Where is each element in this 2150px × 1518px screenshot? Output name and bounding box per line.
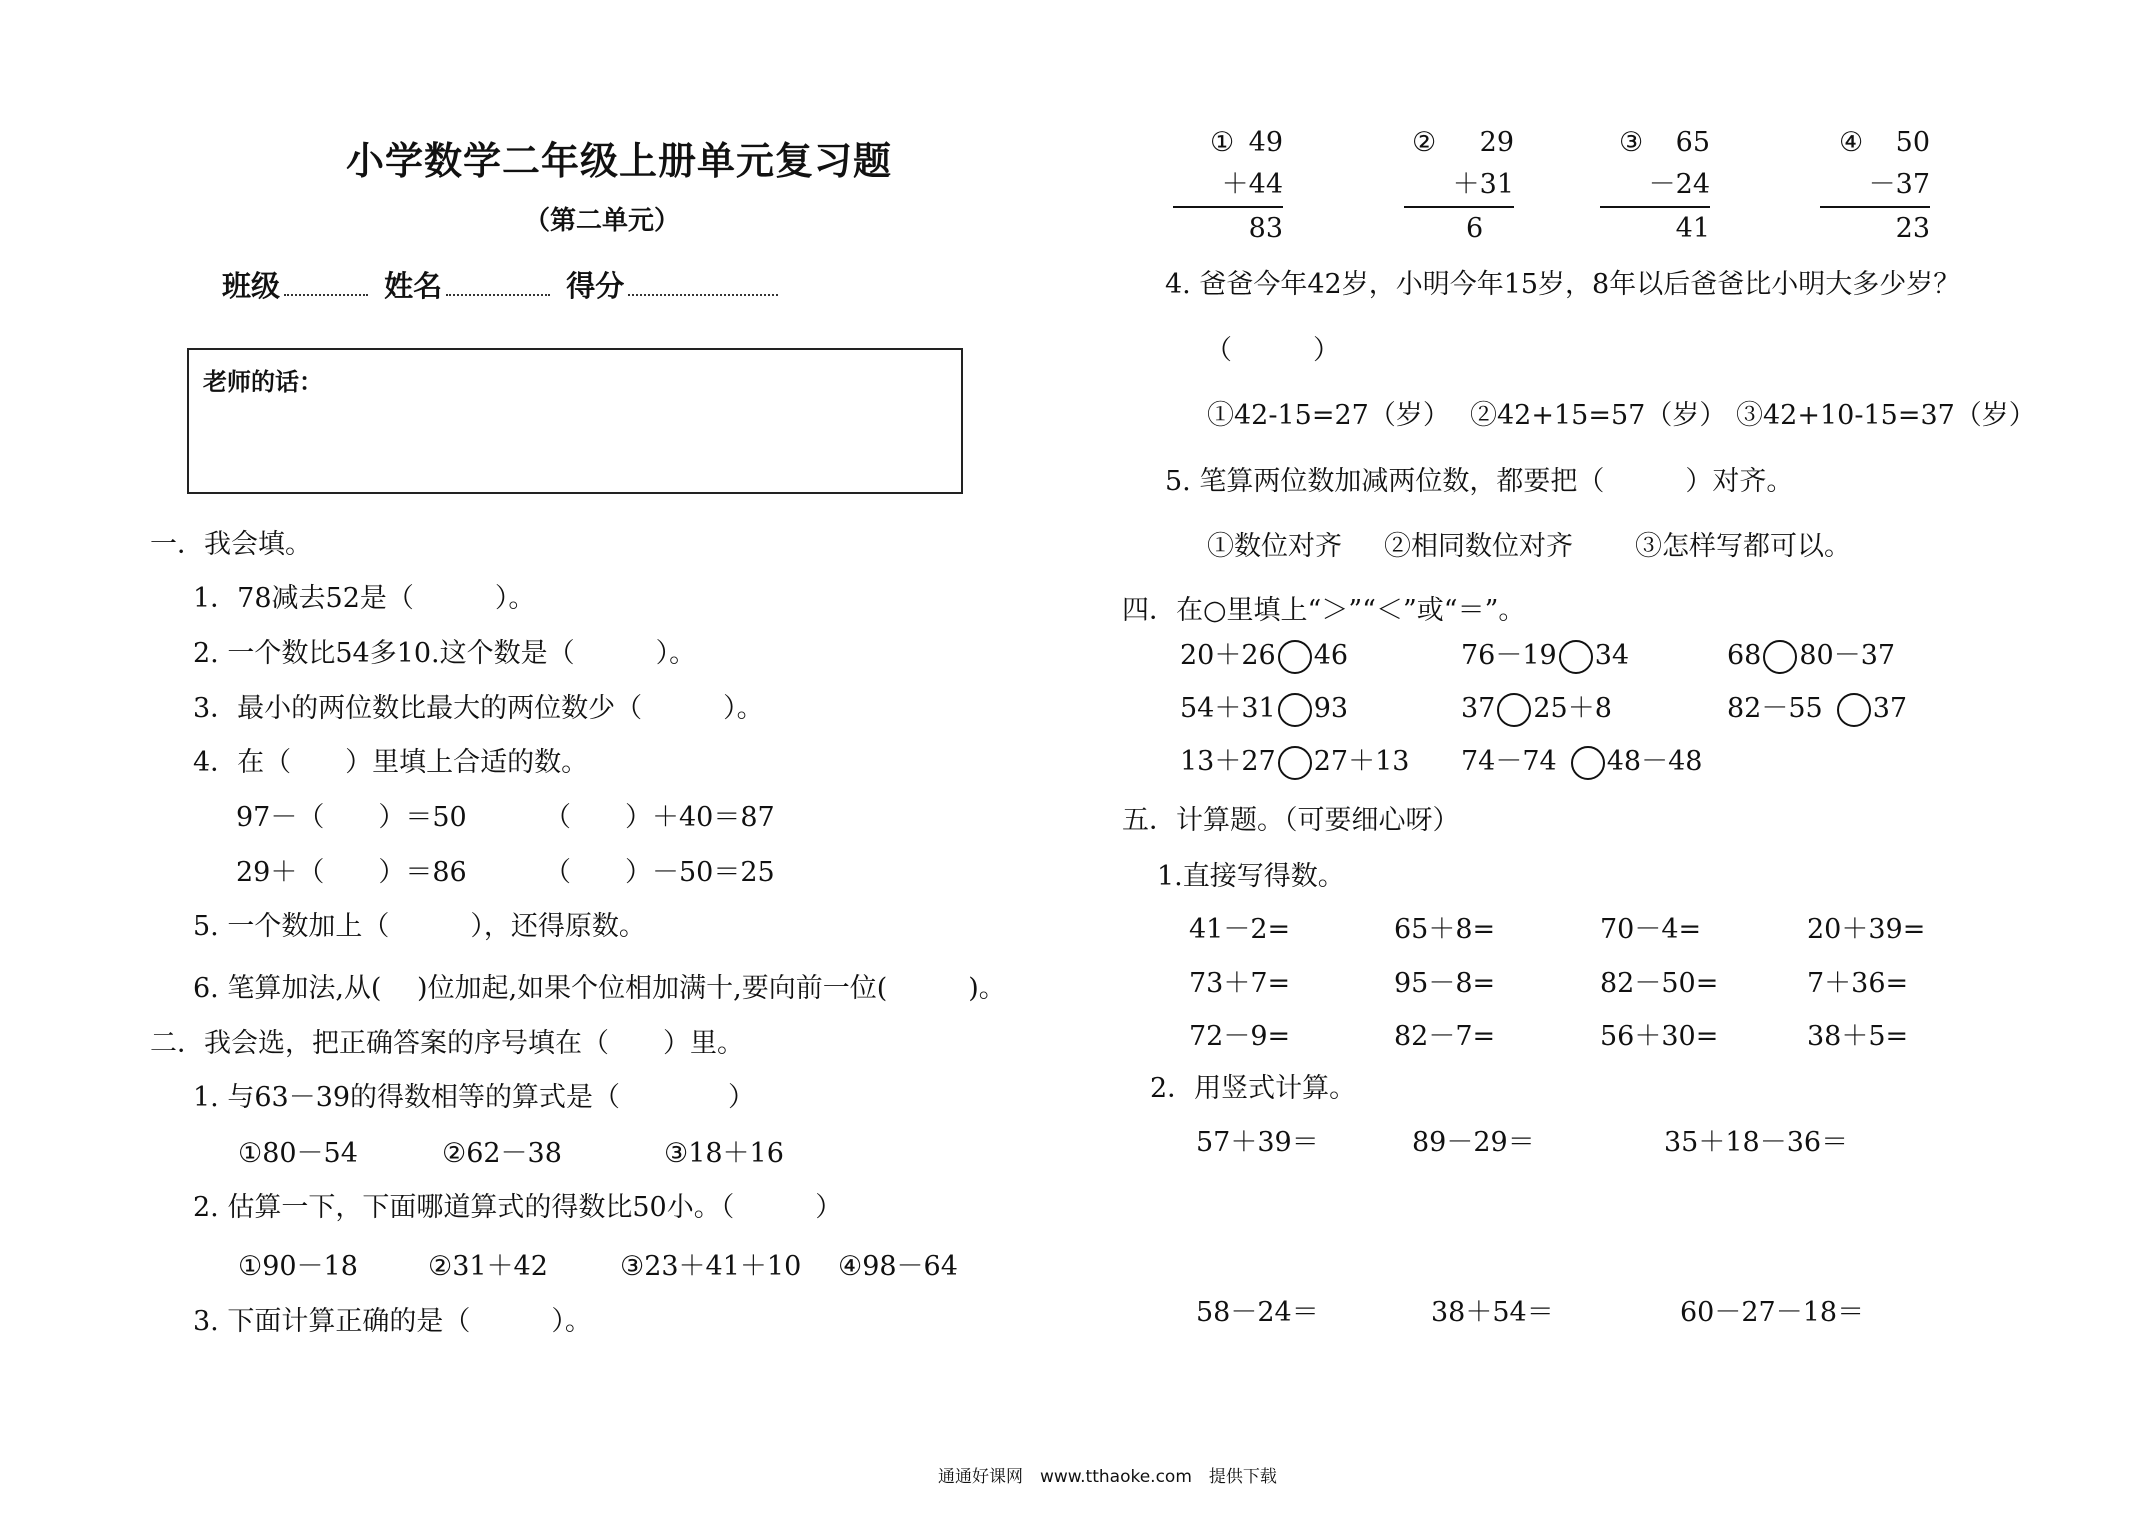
- s2-question-2: 2. 估算一下，下面哪道算式的得数比50小。（ ）: [193, 1192, 843, 1223]
- s2-question-1: 1. 与63－39的得数相等的算式是（ ）: [193, 1082, 756, 1113]
- s2-q1-option-2: ②62－38: [442, 1138, 562, 1169]
- page-title: 小学数学二年级上册单元复习题: [346, 139, 893, 183]
- s1-q4-item-d: （ ）－50＝25: [544, 857, 775, 888]
- vertical-sum-3: [1600, 122, 1710, 250]
- vertical-mark-1: ①: [1210, 127, 1235, 158]
- mental-math-item: 56＋30=: [1600, 1021, 1719, 1052]
- column-calc-item: 57＋39＝: [1196, 1127, 1319, 1158]
- vertical-4-top: 50: [1895, 127, 1930, 158]
- s1-question-1: 1．78减去52是（ ）。: [193, 583, 536, 614]
- s2-q1-option-3: ③18＋16: [664, 1138, 784, 1169]
- vertical-4-result: 23: [1895, 213, 1930, 244]
- vertical-3-operand: －24: [1600, 164, 1710, 208]
- mental-math-item: 41－2=: [1189, 914, 1291, 945]
- compare-left: 82－55: [1727, 693, 1823, 724]
- vertical-2-top: 29: [1479, 127, 1514, 158]
- section-2-header: 二．我会选，把正确答案的序号填在（ ）里。: [150, 1028, 744, 1059]
- section-1-header: 一．我会填。: [150, 529, 312, 560]
- s2-q4-option-1: ①42-15=27（岁）: [1207, 400, 1450, 431]
- vertical-1-result: 83: [1248, 213, 1283, 244]
- s2-question-5: 5. 笔算两位数加减两位数，都要把（ ）对齐。: [1165, 466, 1794, 497]
- column-calc-item: 89－29＝: [1412, 1127, 1535, 1158]
- vertical-4-operand: －37: [1820, 164, 1930, 208]
- compare-left: 20＋26: [1180, 640, 1276, 671]
- mental-math-item: 38＋5=: [1807, 1021, 1909, 1052]
- mental-math-item: 65＋8=: [1394, 914, 1496, 945]
- student-info-line: [222, 264, 784, 305]
- compare-circle[interactable]: [1837, 693, 1871, 727]
- page-subtitle: （第二单元）: [524, 206, 681, 236]
- compare-right: 93: [1313, 693, 1349, 724]
- class-field[interactable]: [284, 270, 368, 296]
- compare-item: [1727, 633, 1895, 674]
- compare-left: 68: [1727, 640, 1762, 671]
- compare-circle[interactable]: [1559, 640, 1593, 674]
- compare-circle[interactable]: [1278, 746, 1312, 780]
- s1-question-5: 5. 一个数加上（ ），还得原数。: [193, 911, 646, 942]
- mental-math-item: 95－8=: [1394, 968, 1496, 999]
- compare-item: [1461, 633, 1629, 674]
- column-calc-item: 58－24＝: [1196, 1297, 1319, 1328]
- compare-item: [1727, 686, 1907, 727]
- teacher-comment-box: [187, 348, 963, 494]
- s2-q2-option-4: ④98－64: [838, 1251, 958, 1282]
- compare-right: 46: [1313, 640, 1349, 671]
- s2-question-4: 4. 爸爸今年42岁，小明今年15岁，8年以后爸爸比小明大多少岁？: [1165, 269, 1961, 300]
- compare-left: 54＋31: [1180, 693, 1276, 724]
- compare-item: [1180, 633, 1348, 674]
- vertical-1-top: 49: [1248, 127, 1283, 158]
- vertical-sum-1: [1173, 122, 1283, 250]
- compare-right: 48－48: [1606, 746, 1703, 777]
- vertical-sum-4: [1820, 122, 1930, 250]
- s1-question-4: 4．在（ ）里填上合适的数。: [193, 747, 589, 778]
- mental-math-item: 82－7=: [1394, 1021, 1496, 1052]
- mental-math-item: 73＋7=: [1189, 968, 1291, 999]
- compare-circle[interactable]: [1278, 640, 1312, 674]
- mental-math-item: 72－9=: [1189, 1021, 1291, 1052]
- compare-right: 25＋8: [1533, 693, 1612, 724]
- s2-question-3: 3. 下面计算正确的是（ ）。: [193, 1306, 592, 1337]
- mental-math-item: 70－4=: [1600, 914, 1702, 945]
- compare-right: 34: [1594, 640, 1630, 671]
- s1-q4-item-c: 29＋（ ）＝86: [236, 857, 467, 888]
- s1-q4-item-a: 97－（ ）＝50: [236, 802, 467, 833]
- compare-circle[interactable]: [1278, 693, 1312, 727]
- s1-question-2: 2. 一个数比54多10.这个数是（ ）。: [193, 638, 697, 669]
- s2-q4-option-3: ③42+10-15=37（岁）: [1736, 400, 2036, 431]
- s5-part-2-label: 2．用竖式计算。: [1150, 1073, 1357, 1104]
- vertical-mark-3: ③: [1619, 127, 1644, 158]
- vertical-3-result: 41: [1675, 213, 1710, 244]
- compare-left: 76－19: [1461, 640, 1557, 671]
- s1-question-3: 3．最小的两位数比最大的两位数少（ ）。: [193, 693, 764, 724]
- compare-right: 27＋13: [1313, 746, 1410, 777]
- vertical-1-operand: ＋44: [1173, 164, 1283, 208]
- s2-q2-option-3: ③23＋41＋10: [620, 1251, 802, 1282]
- column-calc-item: 60－27－18＝: [1680, 1297, 1865, 1328]
- column-calc-item: 35＋18－36＝: [1664, 1127, 1849, 1158]
- compare-circle[interactable]: [1497, 693, 1531, 727]
- compare-circle[interactable]: [1763, 640, 1797, 674]
- s2-q5-option-3: ③怎样写都可以。: [1635, 531, 1851, 562]
- vertical-2-operand: ＋31: [1404, 164, 1514, 208]
- compare-item: [1180, 686, 1348, 727]
- compare-right: 37: [1872, 693, 1908, 724]
- compare-left: 37: [1461, 693, 1496, 724]
- name-field[interactable]: [446, 270, 550, 296]
- vertical-sum-2: [1404, 122, 1514, 250]
- s1-q4-item-b: （ ）＋40＝87: [544, 802, 775, 833]
- compare-item: [1461, 686, 1612, 727]
- compare-item: [1180, 739, 1409, 780]
- score-label: 得分: [566, 269, 625, 303]
- column-calc-item: 38＋54＝: [1431, 1297, 1554, 1328]
- compare-circle[interactable]: [1571, 746, 1605, 780]
- mental-math-item: 7＋36=: [1807, 968, 1909, 999]
- vertical-3-top: 65: [1675, 127, 1710, 158]
- s2-q4-blank: （ ）: [1205, 335, 1340, 366]
- vertical-mark-4: ④: [1839, 127, 1864, 158]
- compare-right: 80－37: [1799, 640, 1896, 671]
- compare-item: [1461, 739, 1702, 780]
- compare-left: 13＋27: [1180, 746, 1276, 777]
- s2-q5-option-1: ①数位对齐: [1207, 531, 1342, 562]
- compare-left: 74－74: [1461, 746, 1557, 777]
- section-4-header: 四．在○里填上“＞”“＜”或“＝”。: [1122, 595, 1526, 626]
- name-label: 姓名: [384, 269, 443, 303]
- s2-q5-option-2: ②相同数位对齐: [1384, 531, 1573, 562]
- s5-part-1-label: 1.直接写得数。: [1157, 861, 1345, 892]
- s1-question-6: 6. 笔算加法,从( )位加起,如果个位相加满十,要向前一位( )。: [193, 973, 1006, 1004]
- score-field[interactable]: [628, 270, 778, 296]
- s2-q2-option-1: ①90－18: [238, 1251, 358, 1282]
- section-5-header: 五．计算题。（可要细心呀）: [1122, 805, 1460, 836]
- footer-source: 通通好课网 www.tthaoke.com 提供下载: [938, 1467, 1277, 1487]
- mental-math-item: 20＋39=: [1807, 914, 1926, 945]
- s2-q2-option-2: ②31＋42: [428, 1251, 548, 1282]
- vertical-mark-2: ②: [1412, 127, 1437, 158]
- s2-q4-option-2: ②42+15=57（岁）: [1470, 400, 1727, 431]
- vertical-2-result: 6: [1466, 213, 1484, 244]
- class-label: 班级: [222, 269, 281, 303]
- mental-math-item: 82－50=: [1600, 968, 1719, 999]
- s2-q1-option-1: ①80－54: [238, 1138, 358, 1169]
- teacher-comment-label: 老师的话：: [203, 368, 323, 396]
